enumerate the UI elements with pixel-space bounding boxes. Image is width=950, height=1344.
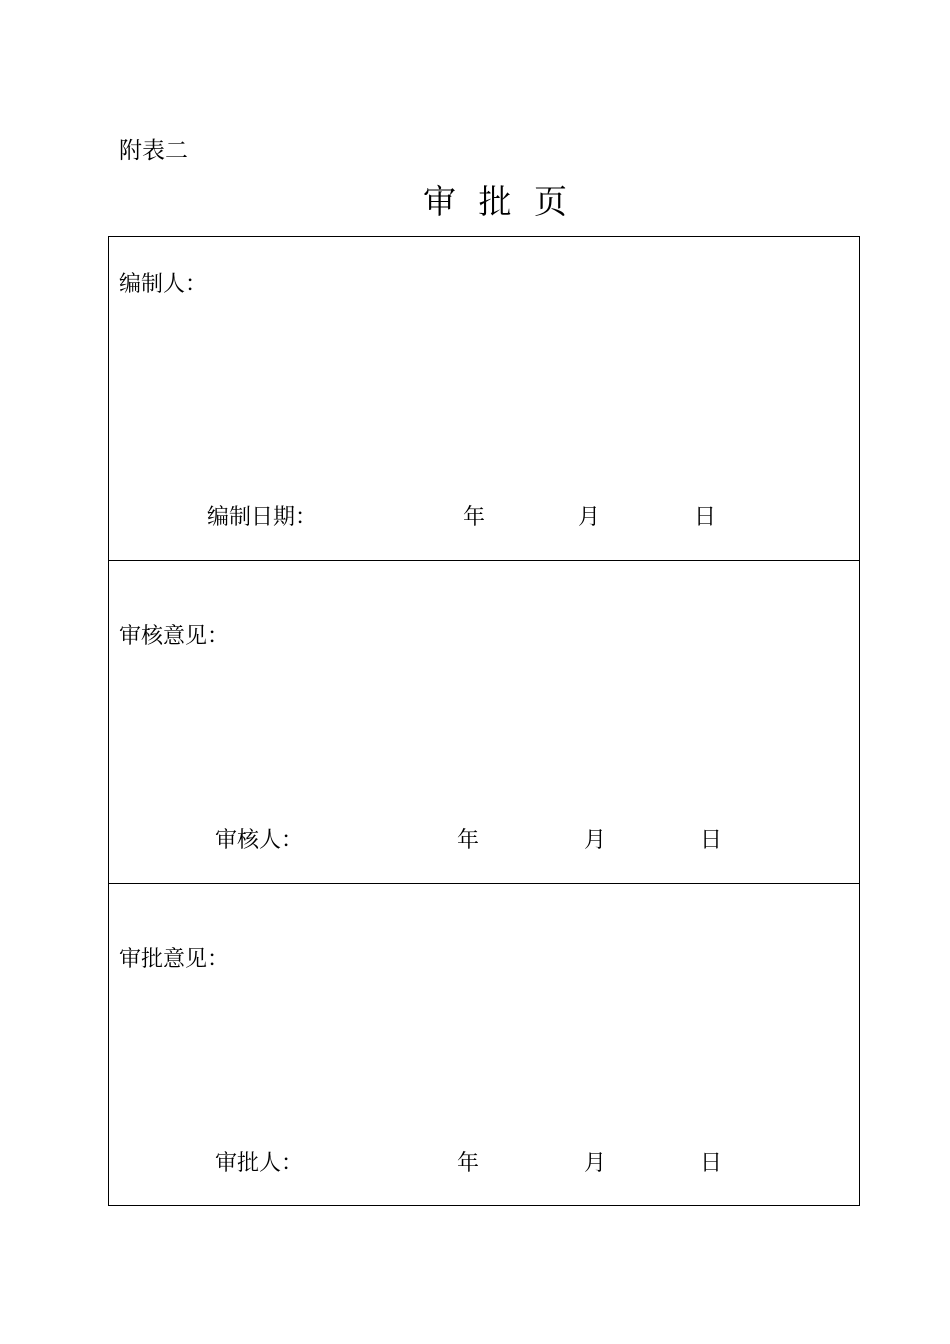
day-label: 日 xyxy=(700,828,723,853)
day-label: 日 xyxy=(694,505,717,530)
page-title-char: 批 xyxy=(478,182,512,221)
approval-opinion-label: 审批意见： xyxy=(119,947,230,972)
review-opinion-label: 审核意见： xyxy=(119,624,230,649)
appendix-label: 附表二 xyxy=(119,138,188,164)
preparer-date-row xyxy=(109,503,859,533)
month-label: 月 xyxy=(584,1151,607,1176)
year-label: 年 xyxy=(457,828,480,853)
review-section xyxy=(109,561,859,884)
approval-form-table xyxy=(108,236,860,1206)
page-title-char: 页 xyxy=(534,182,567,221)
year-label: 年 xyxy=(457,1151,480,1176)
approver-label: 审批人： xyxy=(215,1151,304,1176)
preparer-label: 编制人： xyxy=(119,272,208,297)
page-title xyxy=(0,180,950,224)
approver-date-row xyxy=(109,1149,859,1179)
month-label: 月 xyxy=(584,828,607,853)
preparer-section xyxy=(109,237,859,561)
day-label: 日 xyxy=(700,1151,723,1176)
reviewer-date-row xyxy=(109,826,859,856)
month-label: 月 xyxy=(578,505,601,530)
approval-section xyxy=(109,884,859,1206)
year-label: 年 xyxy=(463,505,486,530)
preparation-date-label: 编制日期： xyxy=(207,505,318,530)
page-title-char: 审 xyxy=(423,182,456,221)
reviewer-label: 审核人： xyxy=(215,828,304,853)
